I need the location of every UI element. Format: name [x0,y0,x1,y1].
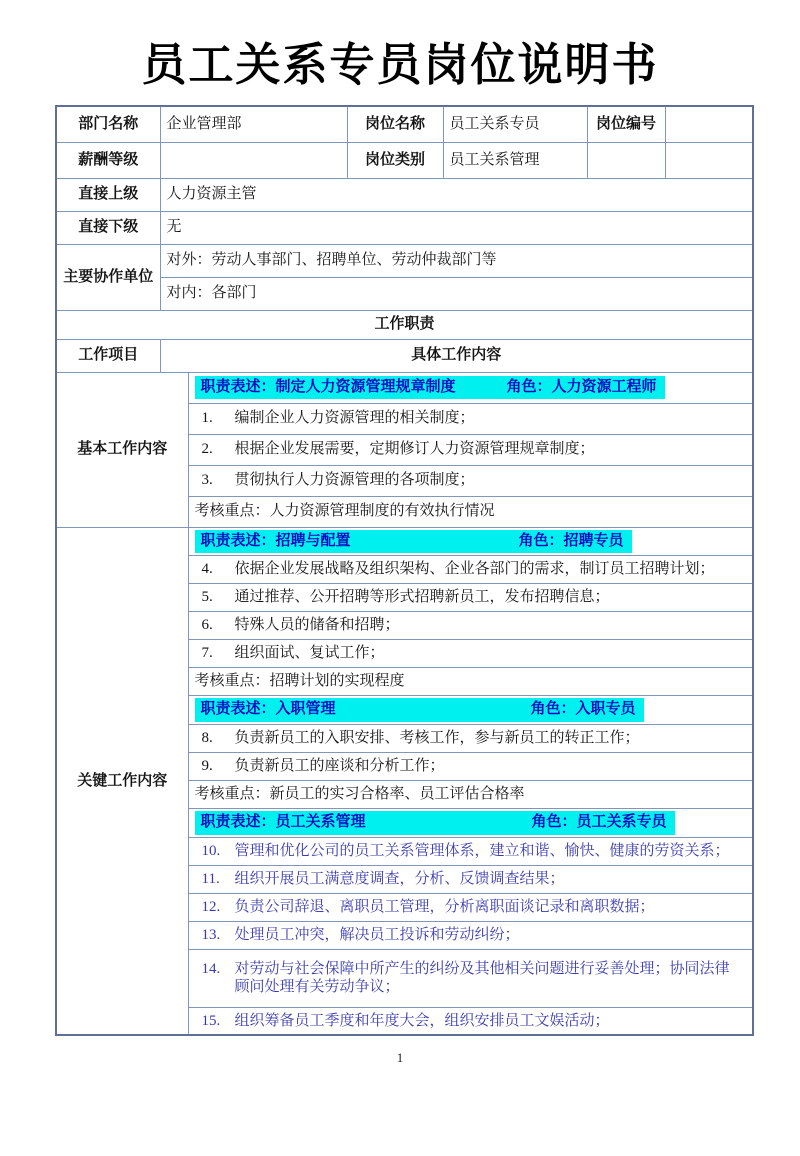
duty-role: 角色：入职专员 [530,701,636,718]
basic-duty-header [188,372,753,403]
recruit-assessment: 考核重点：招聘计划的实现程度 [188,668,753,696]
dept-value: 企业管理部 [160,106,347,142]
row-collab-internal [56,277,753,310]
item-text: 通过推荐、公开招聘等形式招聘新员工，发布招聘信息； [234,589,610,606]
key-item-8 [188,725,753,753]
page-number: 1 [396,1050,404,1066]
project-label: 工作项目 [56,339,160,372]
item-number: 1. [201,410,213,427]
item-number: 10. [201,842,221,859]
item-text: 贯彻执行人力资源管理的各项制度； [234,472,475,489]
item-text: 负责新员工的入职安排、考核工作，参与新员工的转正工作； [234,730,640,747]
item-text: 组织筹备员工季度和年度大会，组织安排员工文娱活动； [234,1012,610,1029]
item-number: 12. [201,898,221,915]
row-department [56,106,753,142]
row-basic-duty-header [56,372,753,403]
row-duties-title [56,310,753,339]
row-salary [56,142,753,178]
duty-statement: 职责表述：制定人力资源管理规章制度 [200,378,456,395]
key-item-13 [188,921,753,949]
duty-highlight [195,530,632,554]
item-number: 2. [201,441,213,458]
duty-highlight [195,698,644,722]
salary-value [160,142,347,178]
post-value: 员工关系专员 [443,106,587,142]
duty-highlight [195,376,665,400]
item-number: 14. [201,960,221,977]
duties-section-title: 工作职责 [56,310,753,339]
basic-item-2 [188,434,753,465]
key-item-7 [188,640,753,668]
category-label: 岗位类别 [347,142,443,178]
key-item-10 [188,837,753,865]
key-item-14 [188,949,753,1007]
code-label: 岗位编号 [587,106,665,142]
supervisor-label: 直接上级 [56,178,160,211]
collab-external-value: 对外：劳动人事部门、招聘单位、劳动仲裁部门等 [160,244,753,277]
key-section-label: 关键工作内容 [56,527,188,1035]
basic-section-label: 基本工作内容 [56,372,188,527]
duty-role: 角色：人力资源工程师 [506,378,657,395]
basic-assessment: 考核重点：人力资源管理制度的有效执行情况 [188,496,753,527]
item-text: 管理和优化公司的员工关系管理体系，建立和谐、愉快、健康的劳资关系； [234,842,730,859]
salary-label: 薪酬等级 [56,142,160,178]
page-title: 员工关系专员岗位说明书 [141,39,659,90]
item-number: 11. [201,870,220,887]
row-collab-external [56,244,753,277]
duty-statement: 职责表述：入职管理 [200,701,336,718]
duty-statement: 职责表述：员工关系管理 [200,814,366,830]
key-item-6 [188,612,753,640]
key-item-9 [188,753,753,781]
item-text: 组织开展员工满意度调查，分析、反馈调查结果； [234,870,565,887]
key-item-11 [188,865,753,893]
content-header: 具体工作内容 [160,339,753,372]
row-supervisor [56,178,753,211]
job-description-table [55,105,754,1036]
item-text: 根据企业发展需要，定期修订人力资源管理规章制度； [234,441,595,458]
item-number: 9. [201,758,213,775]
item-text: 组织面试、复试工作； [234,645,385,662]
item-number: 15. [201,1012,221,1029]
item-text: 特殊人员的储备和招聘； [234,617,400,634]
collab-label: 主要协作单位 [56,244,160,310]
item-text: 对劳动与社会保障中所产生的纠纷及其他相关问题进行妥善处理；协同法律顾问处理有关劳动争议； [234,960,730,996]
duty-statement: 职责表述：招聘与配置 [200,532,351,549]
key-item-5 [188,584,753,612]
item-number: 4. [201,561,213,578]
item-text: 负责公司辞退、离职员工管理，分析离职面谈记录和离职数据； [234,898,655,915]
onboard-assessment: 考核重点：新员工的实习合格率、员工评估合格率 [188,781,753,809]
dept-label: 部门名称 [56,106,160,142]
empty-cell [587,142,665,178]
duty-highlight [195,811,675,835]
key-item-12 [188,893,753,921]
row-recruit-duty-header [56,527,753,556]
subordinate-label: 直接下级 [56,211,160,244]
key-item-4 [188,556,753,584]
category-value: 员工关系管理 [443,142,587,178]
item-text: 依据企业发展战略及组织架构、企业各部门的需求，制订员工招聘计划； [234,561,715,578]
item-text: 编制企业人力资源管理的相关制度； [234,410,475,427]
recruit-duty-header [188,527,753,556]
item-number: 6. [201,617,213,634]
subordinate-value: 无 [160,211,753,244]
onboard-duty-header [188,696,753,725]
collab-internal-value: 对内：各部门 [160,277,753,310]
item-number: 3. [201,472,213,489]
basic-item-1 [188,403,753,434]
relations-duty-header [188,809,753,838]
item-number: 7. [201,645,213,662]
code-value [665,106,753,142]
row-subordinate [56,211,753,244]
item-text: 处理员工冲突，解决员工投诉和劳动纠纷； [234,926,520,943]
item-number: 13. [201,926,221,943]
item-text: 负责新员工的座谈和分析工作； [234,758,445,775]
row-content-header [56,339,753,372]
supervisor-value: 人力资源主管 [160,178,753,211]
item-number: 5. [201,589,213,606]
basic-item-3 [188,465,753,496]
key-item-15 [188,1007,753,1035]
item-number: 8. [201,730,213,747]
duty-role: 角色：招聘专员 [518,532,624,549]
post-label: 岗位名称 [347,106,443,142]
duty-role: 角色：员工关系专员 [531,814,667,830]
empty-cell [665,142,753,178]
